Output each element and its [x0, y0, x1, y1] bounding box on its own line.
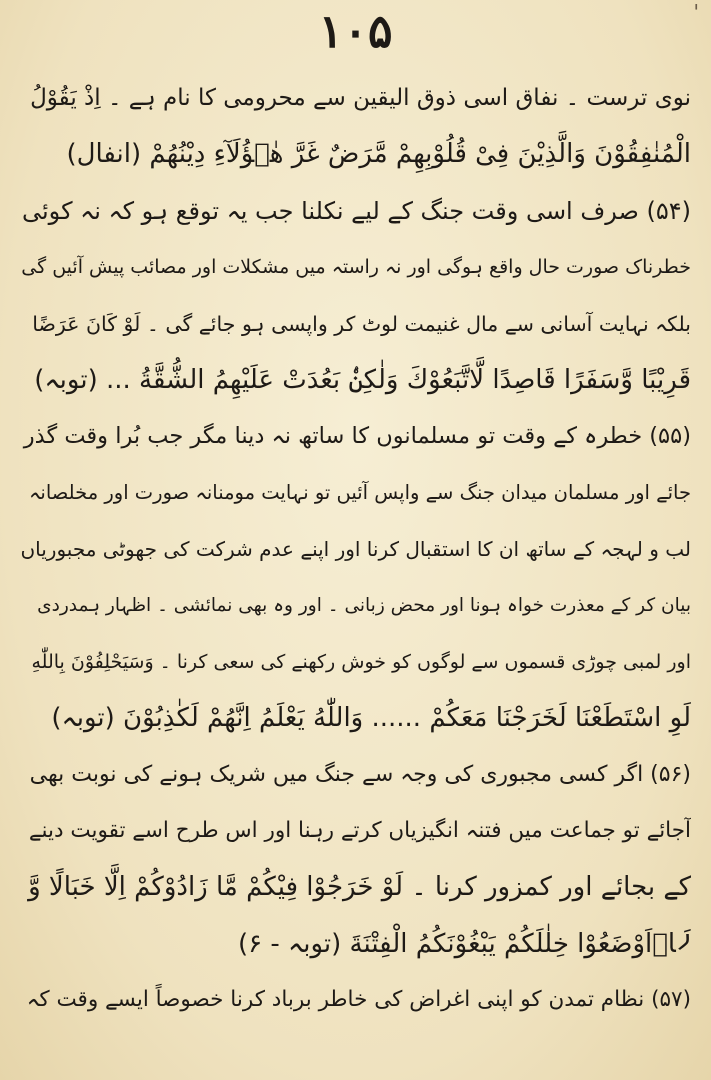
text-line: (۵۷) نظام تمدن کو اپنی اغراض کی خاطر برباد کرنا خصوصاً ایسے وقت کہ — [26, 987, 691, 1013]
page-body — [20, 70, 691, 1029]
text-line: لب و لہجہ کے ساتھ ان کا استقبال کرنا اور اپنے عدم شرکت کی جھوٹی مجبوریاں — [20, 537, 691, 562]
text-line: بلکہ نہایت آسانی سے مال غنیمت لوٹ کر واپسی ہو جائے گی ۔ لَوْ كَانَ عَرَضًا — [32, 311, 691, 336]
corner-mark: ' — [693, 0, 699, 24]
page-number: ۱۰۵ — [318, 4, 393, 58]
text-line: خطرناک صورت حال واقع ہوگی اور نہ راستہ میں مشکلات اور مصائب پیش آئیں گی — [21, 256, 691, 279]
arabic-quote-line: لَوِ اسْتَطَعْنَا لَخَرَجْنَا مَعَكُمْ ...... وَاللّٰهُ یَعْلَمُ اِنَّهُمْ لَكٰذِبُوْنَ (توبہ) — [51, 703, 691, 734]
text-line: (۵۴) صرف اسی وقت جنگ کے لیے نکلنا جب یہ توقع ہو کہ نہ کوئی — [22, 196, 691, 225]
arabic-quote-line: لَاۡاَوْضَعُوْا خِلٰلَكُمْ یَبْغُوْنَكُمُ الْفِتْنَةَ (توبہ - ۶) — [237, 928, 691, 959]
arabic-quote-line: الْمُنٰفِقُوْنَ وَالَّذِیْنَ فِیْ قُلُوْبِهِمْ مَّرَضٌ غَرَّ هٰۤؤُلَآءِ دِیْنُهُمْ (انفال) — [66, 139, 691, 170]
arabic-quote-line: قَرِیْبًا وَّسَفَرًا قَاصِدًا لَّاتَّبَعُوْكَ وَلٰكِنْۢ بَعُدَتْ عَلَیْهِمُ الشُّقَّةُ ... (توبہ) — [34, 364, 691, 395]
text-line: (۵۵) خطرہ کے وقت تو مسلمانوں کا ساتھ نہ دینا مگر جب بُرا وقت گذر — [23, 423, 691, 450]
text-line: کے بجائے اور کمزور کرنا ۔ لَوْ خَرَجُوْا فِیْكُمْ مَّا زَادُوْكُمْ اِلَّا خَبَالًا وَّ — [28, 872, 691, 903]
text-line: اور لمبی چوڑی قسموں سے لوگوں کو خوش رکھنے کی سعی کرنا ۔ وَسَیَحْلِفُوْنَ بِاللّٰهِ — [31, 650, 691, 673]
text-line: آجائے تو جماعت میں فتنہ انگیزیاں کرتے رہنا اور اس طرح اسے تقویت دینے — [28, 818, 691, 844]
text-line: (۵۶) اگر کسی مجبوری کی وجہ سے جنگ میں شریک ہونے کی نوبت بھی — [29, 761, 691, 787]
text-line: جائے اور مسلمان میدان جنگ سے واپس آئیں تو نہایت مومنانہ صورت اور مخلصانہ — [28, 480, 691, 504]
text-line: بیان کر کے معذرت خواہ ہونا اور محض زبانی ۔ اور وہ بھی نمائشی ۔ اظہار ہمدردی — [37, 594, 691, 616]
text-line: نوی ترست ۔ نفاق اسی ذوق الیقین سے محرومی کا نام ہے ۔ اِذْ یَقُوْلُ — [30, 85, 691, 111]
